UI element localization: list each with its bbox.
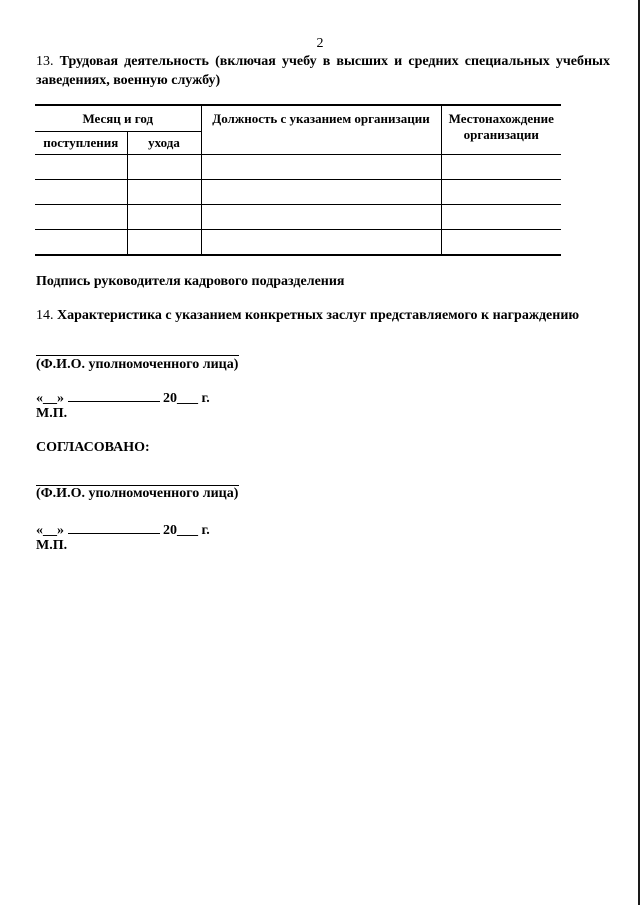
table-row: [35, 230, 561, 256]
header-month-year: Месяц и год: [35, 105, 201, 132]
date-day-2[interactable]: «__»: [36, 523, 64, 538]
section-13-title: Трудовая деятельность (включая учебу в высших и средних специальных учебных заведениях, военную службу): [36, 54, 610, 88]
fio-label-1: (Ф.И.О. уполномоченного лица): [36, 357, 239, 372]
cell-start[interactable]: [35, 230, 127, 256]
cell-location[interactable]: [441, 230, 561, 256]
work-history-table: [35, 104, 561, 256]
cell-end[interactable]: [127, 205, 201, 230]
date-line-2: [36, 521, 210, 539]
cell-position[interactable]: [201, 230, 441, 256]
date-year-2[interactable]: 20___: [163, 523, 198, 538]
date-g-2: г.: [201, 523, 210, 538]
cell-start[interactable]: [35, 155, 127, 180]
date-g-1: г.: [201, 391, 210, 406]
cell-end[interactable]: [127, 155, 201, 180]
cell-position[interactable]: [201, 205, 441, 230]
date-line-1: [36, 389, 210, 407]
section-13-number: 13.: [36, 54, 54, 69]
header-location: Местонахождение организации: [441, 105, 561, 155]
cell-location[interactable]: [441, 180, 561, 205]
section-14-heading: [36, 308, 579, 324]
table-row: [35, 180, 561, 205]
date-month-blank-1[interactable]: [68, 389, 160, 402]
section-13-heading: [36, 52, 610, 90]
cell-position[interactable]: [201, 180, 441, 205]
stamp-place-2: М.П.: [36, 538, 68, 553]
page-number: 2: [316, 36, 324, 51]
cell-start[interactable]: [35, 205, 127, 230]
cell-position[interactable]: [201, 155, 441, 180]
section-14-number: 14.: [36, 308, 54, 323]
section-14-title: Характеристика с указанием конкретных заслуг представляемого к награждению: [57, 308, 580, 323]
header-start: поступления: [35, 132, 127, 155]
header-end: ухода: [127, 132, 201, 155]
header-position: Должность с указанием организации: [201, 105, 441, 155]
date-year-1[interactable]: 20___: [163, 391, 198, 406]
signature-line-1[interactable]: [36, 355, 239, 356]
table-row: [35, 205, 561, 230]
agreed-label: СОГЛАСОВАНО:: [36, 440, 150, 455]
hr-head-signature-label: Подпись руководителя кадрового подразделения: [36, 274, 345, 289]
cell-end[interactable]: [127, 180, 201, 205]
date-day-1[interactable]: «__»: [36, 391, 64, 406]
cell-end[interactable]: [127, 230, 201, 256]
fio-label-2: (Ф.И.О. уполномоченного лица): [36, 486, 239, 501]
cell-start[interactable]: [35, 180, 127, 205]
table-row: [35, 155, 561, 180]
date-month-blank-2[interactable]: [68, 521, 160, 534]
stamp-place-1: М.П.: [36, 406, 68, 421]
cell-location[interactable]: [441, 205, 561, 230]
cell-location[interactable]: [441, 155, 561, 180]
